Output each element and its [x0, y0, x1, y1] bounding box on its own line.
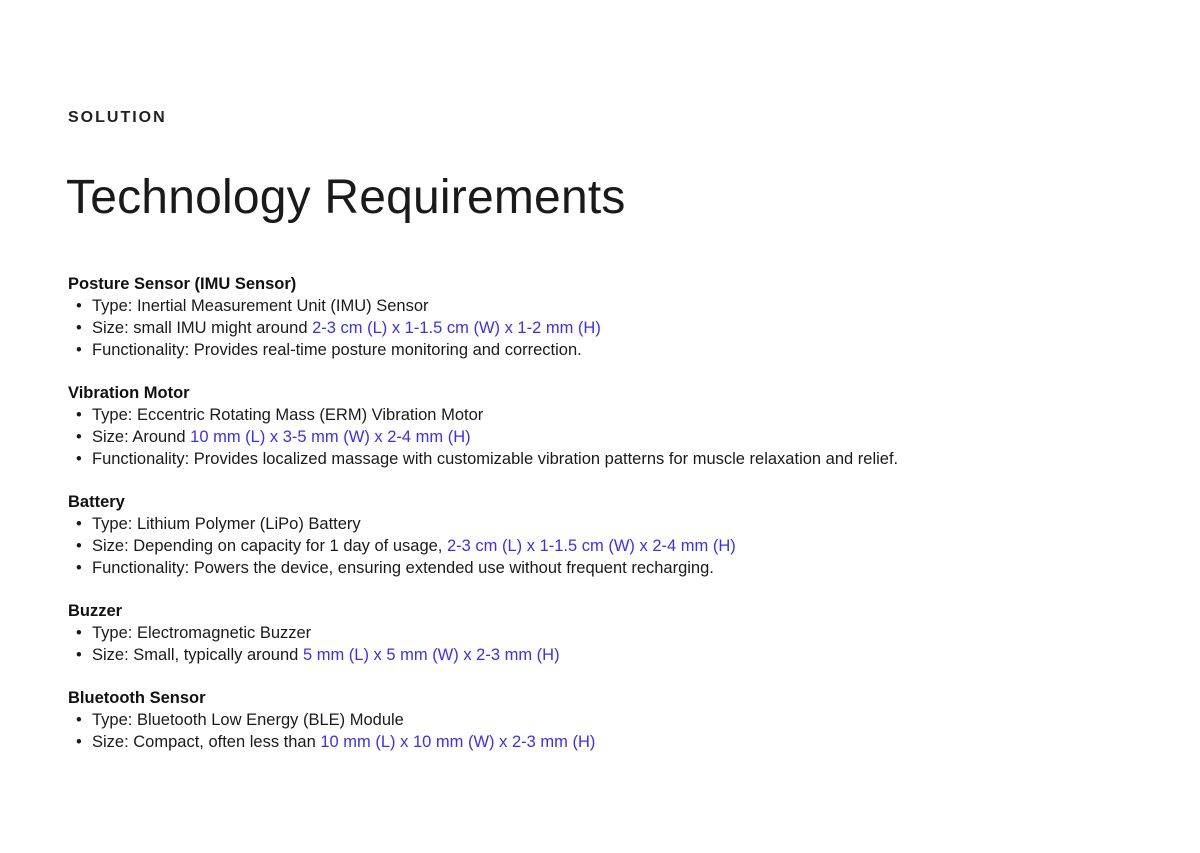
spec-item-type — [68, 404, 1148, 426]
bullet: • — [76, 341, 82, 359]
spec-dimensions: 2-3 cm (L) x 1-1.5 cm (W) x 1-2 mm (H) — [312, 319, 601, 337]
spec-text: Functionality: Provides localized massage with customizable vibration patterns for muscle relaxation and relief. — [92, 450, 899, 468]
spec-text: Type: Lithium Polymer (LiPo) Battery — [92, 515, 361, 533]
bullet: • — [76, 319, 82, 337]
spec-text: Type: Electromagnetic Buzzer — [92, 624, 312, 642]
section-heading: Posture Sensor (IMU Sensor) — [68, 275, 297, 293]
spec-item-size — [68, 535, 1148, 557]
bullet: • — [76, 297, 82, 315]
bullet: • — [76, 624, 82, 642]
spec-item-functionality — [68, 339, 1148, 361]
spec-text: Functionality: Provides real-time posture monitoring and correction. — [92, 341, 582, 359]
spec-item-size — [68, 426, 1148, 448]
section-eyebrow: SOLUTION — [68, 109, 167, 126]
spec-item-size — [68, 731, 1148, 753]
section-heading: Buzzer — [68, 602, 123, 620]
spec-text: Functionality: Powers the device, ensuring extended use without frequent recharging. — [92, 559, 714, 577]
requirements-list — [68, 273, 1148, 774]
section-posture-sensor — [68, 273, 1148, 361]
spec-item-functionality — [68, 557, 1148, 579]
bullet: • — [76, 515, 82, 533]
spec-text: Size: Small, typically around — [92, 646, 303, 664]
spec-list — [68, 709, 1148, 753]
spec-item-size — [68, 317, 1148, 339]
spec-dimensions: 5 mm (L) x 5 mm (W) x 2-3 mm (H) — [302, 646, 560, 664]
spec-item-functionality — [68, 448, 1148, 470]
spec-text: Size: Compact, often less than — [92, 733, 321, 751]
spec-dimensions: 10 mm (L) x 10 mm (W) x 2-3 mm (H) — [320, 733, 596, 751]
bullet: • — [76, 559, 82, 577]
bullet: • — [76, 711, 82, 729]
spec-text: Type: Bluetooth Low Energy (BLE) Module — [92, 711, 404, 729]
spec-list — [68, 622, 1148, 666]
spec-text: Type: Inertial Measurement Unit (IMU) Sensor — [92, 297, 429, 315]
section-bluetooth-sensor — [68, 687, 1148, 753]
spec-item-type — [68, 513, 1148, 535]
spec-list — [68, 404, 1148, 470]
bullet: • — [76, 428, 82, 446]
spec-list — [68, 295, 1148, 361]
bullet: • — [76, 733, 82, 751]
bullet: • — [76, 537, 82, 555]
spec-list — [68, 513, 1148, 579]
section-buzzer — [68, 600, 1148, 666]
page-title: Technology Requirements — [66, 171, 626, 224]
spec-dimensions: 10 mm (L) x 3-5 mm (W) x 2-4 mm (H) — [190, 428, 471, 446]
section-heading: Bluetooth Sensor — [68, 689, 206, 707]
bullet: • — [76, 406, 82, 424]
section-heading: Battery — [68, 493, 125, 511]
spec-text: Type: Eccentric Rotating Mass (ERM) Vibration Motor — [92, 406, 484, 424]
spec-item-size — [68, 644, 1148, 666]
spec-dimensions: 2-3 cm (L) x 1-1.5 cm (W) x 2-4 mm (H) — [446, 537, 736, 555]
spec-text: Size: Around — [92, 428, 191, 446]
spec-item-type — [68, 622, 1148, 644]
spec-text: Size: small IMU might around — [92, 319, 313, 337]
section-heading: Vibration Motor — [68, 384, 190, 402]
section-battery — [68, 491, 1148, 579]
section-vibration-motor — [68, 382, 1148, 470]
spec-item-type — [68, 709, 1148, 731]
spec-text: Size: Depending on capacity for 1 day of usage, — [92, 537, 447, 555]
spec-item-type — [68, 295, 1148, 317]
bullet: • — [76, 450, 82, 468]
bullet: • — [76, 646, 82, 664]
